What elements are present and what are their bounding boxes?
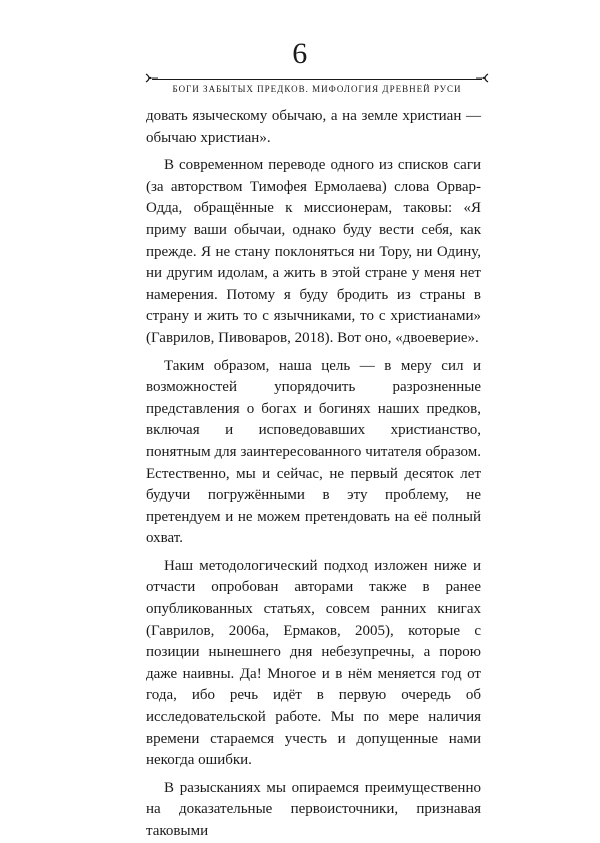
- paragraph: Таким образом, наша цель — в меру сил и возможностей упорядочить разрозненные представления о богах и богинях наших предков, включая и исповедовавших христианство, понятным для заинтересованного читателя образом. Естественно, мы и сейчас, не первый десяток лет будучи погружёнными в эту проблему, не претендуем и не можем претендовать на её полный охват.: [146, 357, 481, 547]
- body-text: [146, 106, 481, 843]
- running-head-rule: [152, 79, 482, 80]
- paragraph-continuation: довать языческому обычаю, а на земле христиан — обычаю христиан».: [146, 108, 481, 146]
- ornament-right-icon: [476, 71, 490, 85]
- running-title: БОГИ ЗАБЫТЫХ ПРЕДКОВ. МИФОЛОГИЯ ДРЕВНЕЙ РУСИ: [172, 84, 462, 94]
- running-head: [152, 78, 482, 94]
- paragraph: В современном переводе одного из списков саги (за авторством Тимофея Ермолаева) слова Орвар-Одда, обращённые к миссионерам, таковы: «Я приму ваши обычаи, однако буду вести себя, как прежде. Я не стану поклоняться ни Тору, ни Одину, ни другим идолам, а жить в этой стране у меня нет намерения. Потому я буду бродить из страны в страну и жить то с язычниками, то с христианами» (Гаврилов, Пивоваров, 2018). Вот оно, «двоеверие».: [146, 157, 481, 346]
- page-number: 6: [292, 37, 308, 70]
- paragraph: Наш методологический подход изложен ниже и отчасти опробован авторами также в ранее опубликованных статьях, совсем ранних книгах (Гаврилов, 2006а, Ермаков, 2005), которые с позиции нынешнего дня небезупречны, а порою даже наивны. Да! Многое и в нём меняется год от года, ибо речь идёт в первую очередь об исследовательской работе. Мы по мере наличия времени стараемся учесть и допущенные нами некогда ошибки.: [146, 557, 481, 769]
- paragraph: В разысканиях мы опираемся преимущественно на доказательные первоисточники, признавая таковыми: [146, 779, 481, 839]
